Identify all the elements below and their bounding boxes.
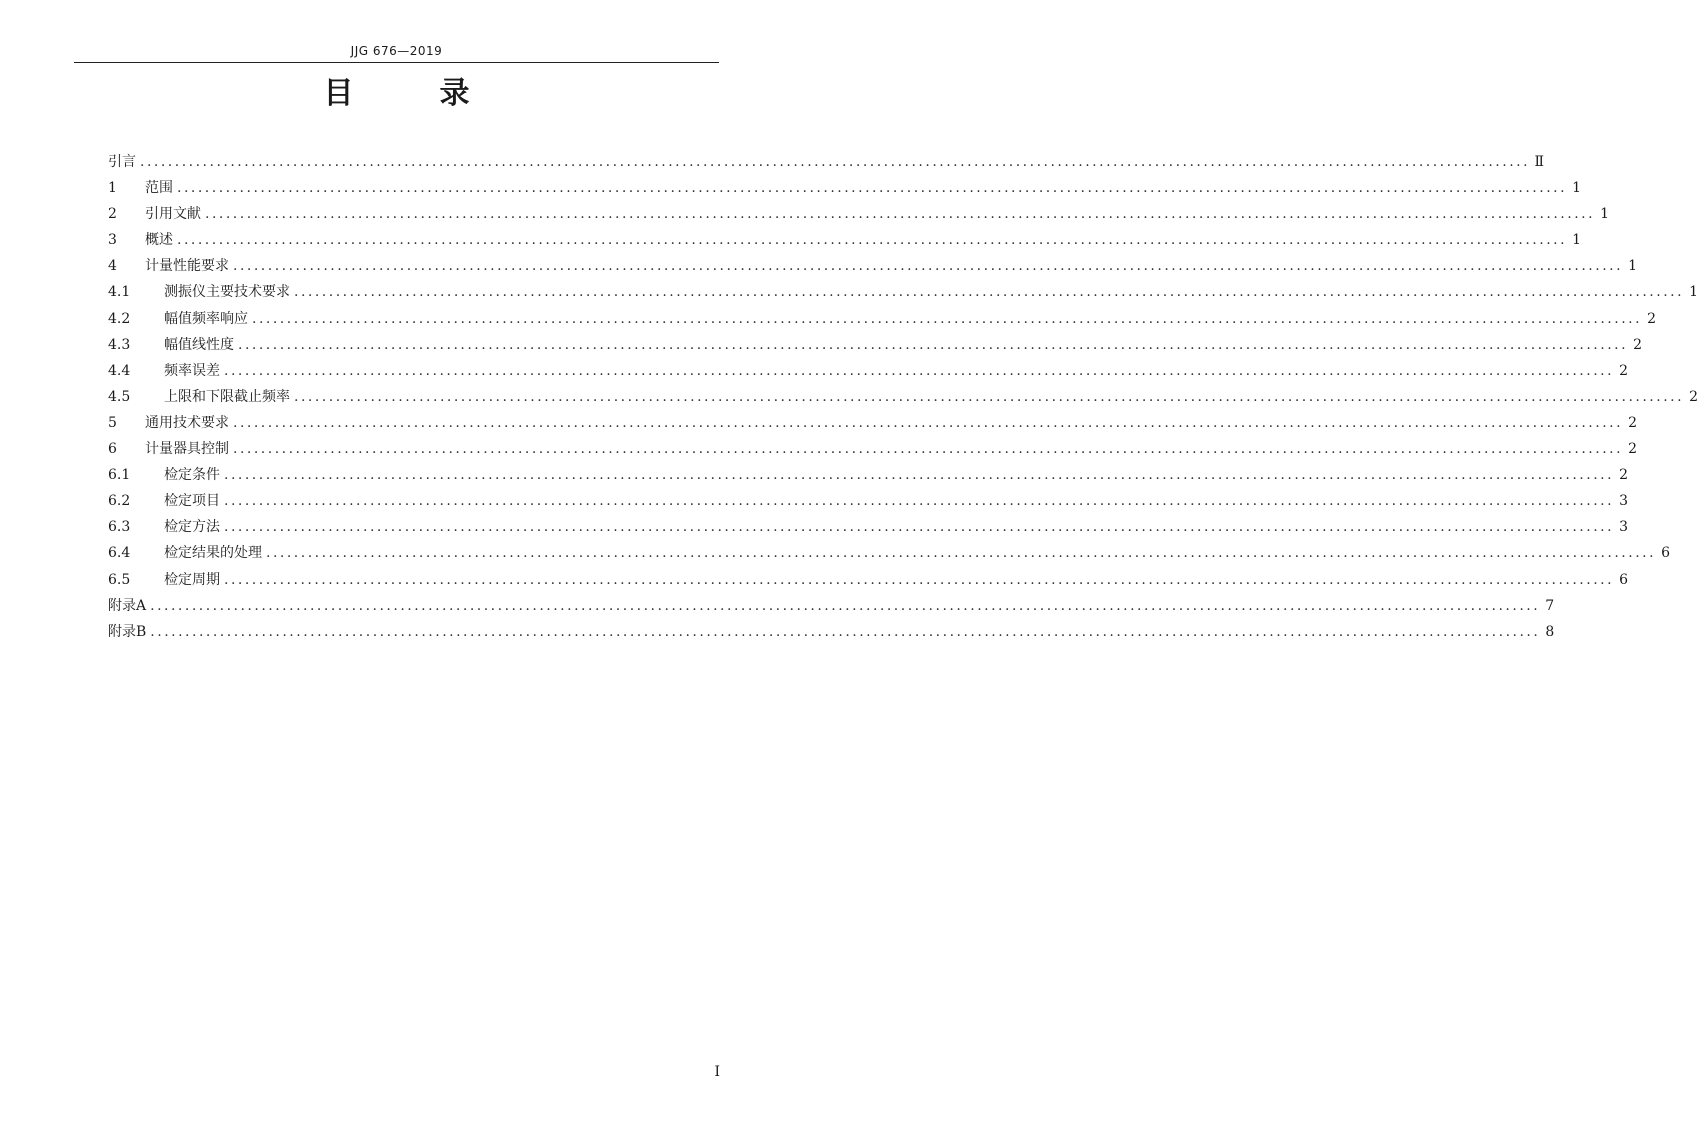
toc-entry-title: 检定项目 [164, 493, 220, 510]
toc-entry[interactable] [108, 253, 1638, 279]
toc-entry-number: 4 [108, 258, 117, 275]
toc-entry-page: 6 [1661, 545, 1671, 562]
toc-entry[interactable] [108, 540, 1671, 566]
toc-entry[interactable] [108, 567, 1629, 593]
toc-entry-page: 1 [1600, 206, 1610, 223]
toc-entry[interactable] [108, 593, 1555, 619]
toc-leader-dots: ........................................................................................................................................................................................................ [294, 284, 1685, 301]
toc-entry-number: 6 [108, 441, 117, 458]
toc-leader-dots: ........................................................................................................................................................................................................ [224, 571, 1615, 588]
page-number: Ⅰ [714, 1064, 720, 1080]
toc-entry-page: 1 [1572, 180, 1582, 197]
toc-leader-dots: ........................................................................................................................................................................................................ [238, 336, 1629, 353]
toc-entry-page: 6 [1619, 571, 1629, 588]
toc-entry-page: 2 [1619, 362, 1629, 379]
toc-entry-title: 附录A [108, 597, 147, 614]
toc-leader-dots: ........................................................................................................................................................................................................ [294, 388, 1685, 405]
toc-entry[interactable] [108, 619, 1555, 645]
toc-entry-page: 1 [1689, 284, 1698, 301]
page-header [74, 40, 719, 63]
toc-entry[interactable] [108, 149, 1545, 175]
toc-entry-title: 测振仪主要技术要求 [164, 284, 290, 301]
toc-entry-number: 6.3 [108, 519, 131, 536]
table-of-contents [108, 149, 1698, 645]
toc-entry-number: 4.2 [108, 310, 131, 327]
toc-entry[interactable] [108, 175, 1582, 201]
toc-entry-number: 4.4 [108, 362, 131, 379]
toc-leader-dots: ........................................................................................................................................................................................................ [233, 441, 1624, 458]
toc-entry-title: 幅值频率响应 [164, 310, 248, 327]
toc-entry[interactable] [108, 384, 1698, 410]
toc-entry-page: 1 [1628, 258, 1638, 275]
toc-entry-number: 6.5 [108, 571, 131, 588]
toc-entry-title: 计量器具控制 [145, 441, 229, 458]
toc-entry-page: 8 [1545, 623, 1555, 640]
toc-entry-page: Ⅱ [1534, 154, 1545, 170]
toc-entry-title: 附录B [108, 623, 147, 640]
toc-entry-page: 2 [1628, 441, 1638, 458]
page-title: 目 录 [323, 76, 498, 111]
toc-entry-number: 2 [108, 206, 117, 223]
toc-leader-dots: ........................................................................................................................................................................................................ [233, 414, 1624, 431]
toc-entry-page: 3 [1619, 493, 1629, 510]
toc-entry-number: 4.3 [108, 336, 131, 353]
toc-entry-page: 2 [1633, 336, 1643, 353]
toc-entry-title: 检定方法 [164, 519, 220, 536]
toc-leader-dots: ........................................................................................................................................................................................................ [177, 180, 1568, 197]
toc-entry-title: 频率误差 [164, 362, 220, 379]
standard-code: JJG 676—2019 [350, 44, 443, 58]
toc-leader-dots: ........................................................................................................................................................................................................ [224, 362, 1615, 379]
toc-entry-number: 5 [108, 414, 117, 431]
toc-entry[interactable] [108, 358, 1629, 384]
toc-entry[interactable] [108, 201, 1610, 227]
toc-entry-title: 概述 [145, 232, 173, 249]
toc-entry[interactable] [108, 332, 1643, 358]
toc-leader-dots: ........................................................................................................................................................................................................ [177, 232, 1568, 249]
toc-entry-number: 4.5 [108, 388, 131, 405]
toc-entry-number: 6.2 [108, 493, 131, 510]
toc-entry-page: 2 [1689, 388, 1698, 405]
toc-entry-title: 检定条件 [164, 467, 220, 484]
toc-entry[interactable] [108, 410, 1638, 436]
toc-entry-title: 上限和下限截止频率 [164, 388, 290, 405]
toc-entry[interactable] [108, 227, 1582, 253]
toc-entry-number: 6.1 [108, 467, 131, 484]
toc-leader-dots: ........................................................................................................................................................................................................ [224, 519, 1615, 536]
toc-leader-dots: ........................................................................................................................................................................................................ [140, 154, 1531, 170]
toc-entry-number: 3 [108, 232, 117, 249]
toc-entry-page: 2 [1628, 414, 1638, 431]
toc-entry[interactable] [108, 514, 1629, 540]
toc-entry[interactable] [108, 436, 1638, 462]
toc-entry-page: 3 [1619, 519, 1629, 536]
toc-leader-dots: ........................................................................................................................................................................................................ [224, 467, 1615, 484]
toc-entry-title: 检定结果的处理 [164, 545, 262, 562]
toc-entry-number: 1 [108, 180, 117, 197]
toc-entry-page: 2 [1647, 310, 1657, 327]
toc-entry[interactable] [108, 279, 1698, 305]
toc-entry-page: 7 [1545, 597, 1555, 614]
toc-leader-dots: ........................................................................................................................................................................................................ [150, 597, 1541, 614]
toc-entry-number: 4.1 [108, 284, 131, 301]
toc-entry-page: 1 [1572, 232, 1582, 249]
toc-entry-number: 6.4 [108, 545, 131, 562]
toc-entry[interactable] [108, 462, 1629, 488]
toc-entry-title: 幅值线性度 [164, 336, 234, 353]
toc-leader-dots: ........................................................................................................................................................................................................ [205, 206, 1596, 223]
toc-leader-dots: ........................................................................................................................................................................................................ [224, 493, 1615, 510]
toc-leader-dots: ........................................................................................................................................................................................................ [252, 310, 1643, 327]
toc-entry-title: 引言 [108, 154, 136, 170]
toc-entry-title: 计量性能要求 [145, 258, 229, 275]
toc-entry-page: 2 [1619, 467, 1629, 484]
toc-leader-dots: ........................................................................................................................................................................................................ [233, 258, 1624, 275]
toc-leader-dots: ........................................................................................................................................................................................................ [266, 545, 1657, 562]
toc-entry-title: 范围 [145, 180, 173, 197]
toc-entry[interactable] [108, 488, 1629, 514]
toc-leader-dots: ........................................................................................................................................................................................................ [150, 623, 1541, 640]
toc-entry-title: 通用技术要求 [145, 414, 229, 431]
toc-entry[interactable] [108, 306, 1657, 332]
toc-entry-title: 检定周期 [164, 571, 220, 588]
toc-entry-title: 引用文献 [145, 206, 201, 223]
